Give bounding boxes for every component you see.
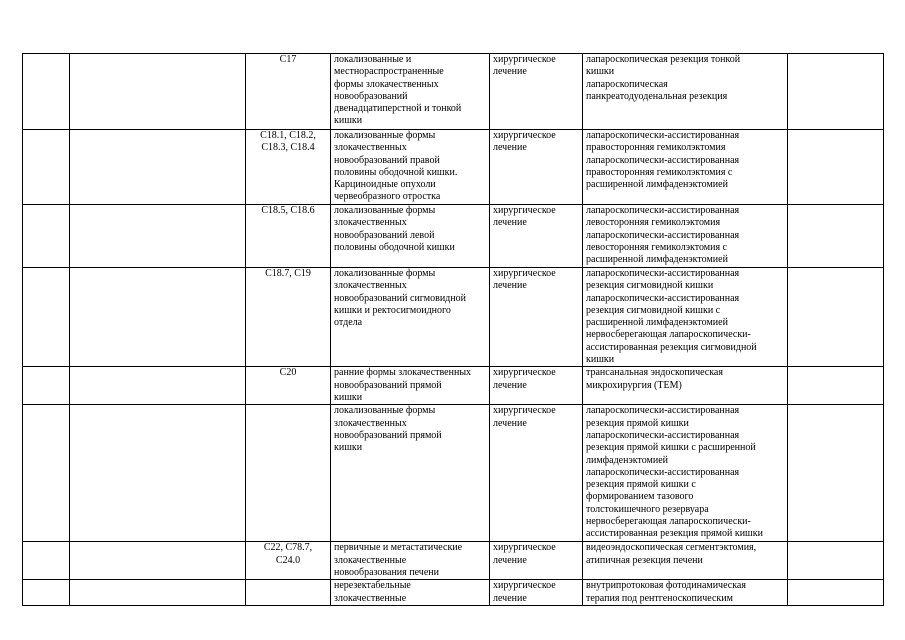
extra-cell: [788, 542, 884, 580]
diagnosis-cell: локализованные формы злокачественных новообразований сигмовидной кишки и ректосигмоидного отдела: [331, 268, 490, 367]
extra-cell: [788, 367, 884, 405]
table-row: [23, 367, 884, 405]
diagnosis-cell: локализованные формы злокачественных новообразований прямой кишки: [331, 405, 490, 542]
extra-cell: [788, 580, 884, 606]
treatment-type-cell: хирургическое лечение: [490, 542, 583, 580]
icd-code-cell: C17: [246, 54, 331, 130]
index-cell: [23, 542, 70, 580]
profile-cell: [70, 367, 246, 405]
index-cell: [23, 367, 70, 405]
treatment-type-cell: хирургическое лечение: [490, 130, 583, 205]
index-cell: [23, 54, 70, 130]
method-cell: внутрипротоковая фотодинамическая терапия под рентгеноскопическим: [583, 580, 788, 606]
method-cell: трансанальная эндоскопическая микрохирургия (ТЕМ): [583, 367, 788, 405]
profile-cell: [70, 405, 246, 542]
treatment-type-cell: хирургическое лечение: [490, 54, 583, 130]
table-row: [23, 405, 884, 542]
diagnosis-cell: нерезектабельные злокачественные: [331, 580, 490, 606]
method-cell: лапароскопическая резекция тонкой кишки лапароскопическая панкреатодуоденальная резекция: [583, 54, 788, 130]
method-cell: лапароскопически-ассистированная резекция прямой кишки лапароскопически-ассистированная резекция прямой кишки с расширенной лимфаденэктомией лапароскопически-ассистированная резекция прямой кишки с формированием тазового толстокишечного резервуара нервосберегающая лапароскопически- ассистированная резекция прямой кишки: [583, 405, 788, 542]
table-row: [23, 268, 884, 367]
index-cell: [23, 405, 70, 542]
icd-code-cell: C18.7, C19: [246, 268, 331, 367]
profile-cell: [70, 542, 246, 580]
icd-code-cell: [246, 580, 331, 606]
profile-cell: [70, 580, 246, 606]
method-cell: лапароскопически-ассистированная правосторонняя гемиколэктомия лапароскопически-ассистированная правосторонняя гемиколэктомия с расширенной лимфаденэктомией: [583, 130, 788, 205]
table-body: [23, 54, 884, 606]
table-row: [23, 580, 884, 606]
method-cell: лапароскопически-ассистированная резекция сигмовидной кишки лапароскопически-ассистированная резекция сигмовидной кишки с расширенной лимфаденэктомией нервосберегающая лапароскопически- ассистированная резекция сигмовидной кишки: [583, 268, 788, 367]
table-row: [23, 205, 884, 268]
index-cell: [23, 205, 70, 268]
profile-cell: [70, 54, 246, 130]
icd-code-cell: C20: [246, 367, 331, 405]
diagnosis-cell: первичные и метастатические злокачественные новообразования печени: [331, 542, 490, 580]
profile-cell: [70, 205, 246, 268]
diagnosis-cell: локализованные и местнораспространенные формы злокачественных новообразований двенадцатиперстной и тонкой кишки: [331, 54, 490, 130]
treatment-type-cell: хирургическое лечение: [490, 405, 583, 542]
method-cell: лапароскопически-ассистированная левосторонняя гемиколэктомия лапароскопически-ассистированная левосторонняя гемиколэктомия с расширенной лимфаденэктомией: [583, 205, 788, 268]
extra-cell: [788, 268, 884, 367]
extra-cell: [788, 54, 884, 130]
index-cell: [23, 580, 70, 606]
diagnosis-cell: локализованные формы злокачественных новообразований правой половины ободочной кишки. Карциноидные опухоли червеобразного отростка: [331, 130, 490, 205]
table-row: [23, 130, 884, 205]
index-cell: [23, 268, 70, 367]
icd-code-cell: C18.1, C18.2, C18.3, C18.4: [246, 130, 331, 205]
table-row: [23, 542, 884, 580]
diagnosis-cell: локализованные формы злокачественных новообразований левой половины ободочной кишки: [331, 205, 490, 268]
method-cell: видеоэндоскопическая сегментэктомия, атипичная резекция печени: [583, 542, 788, 580]
treatment-type-cell: хирургическое лечение: [490, 580, 583, 606]
profile-cell: [70, 130, 246, 205]
extra-cell: [788, 205, 884, 268]
icd-code-cell: C22, C78.7, C24.0: [246, 542, 331, 580]
icd-code-cell: C18.5, C18.6: [246, 205, 331, 268]
index-cell: [23, 130, 70, 205]
procedures-table: [22, 53, 884, 606]
diagnosis-cell: ранние формы злокачественных новообразований прямой кишки: [331, 367, 490, 405]
profile-cell: [70, 268, 246, 367]
treatment-type-cell: хирургическое лечение: [490, 268, 583, 367]
icd-code-cell: [246, 405, 331, 542]
treatment-type-cell: хирургическое лечение: [490, 205, 583, 268]
table-row: [23, 54, 884, 130]
treatment-type-cell: хирургическое лечение: [490, 367, 583, 405]
extra-cell: [788, 130, 884, 205]
extra-cell: [788, 405, 884, 542]
